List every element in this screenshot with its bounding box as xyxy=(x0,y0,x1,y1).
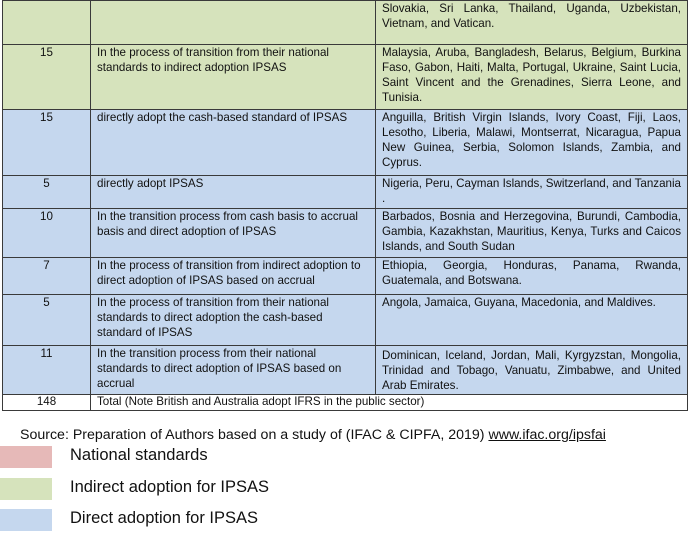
count-cell: 15 xyxy=(3,45,91,110)
ipsas-adoption-table xyxy=(2,0,688,411)
countries-cell: Barbados, Bosnia and Herzegovina, Burundi, Cambodia, Gambia, Kazakhstan, Mauritius, Kenya, Turks and Caicos Islands, and South Sudan xyxy=(376,209,688,258)
category-cell: In the process of transition from their national standards to direct adoption the cash-based standard of IPSAS xyxy=(91,295,376,346)
table-row xyxy=(3,1,688,45)
source-note xyxy=(20,427,606,443)
legend-label: Direct adoption for IPSAS xyxy=(70,509,259,527)
total-row xyxy=(3,395,688,411)
count-cell: 11 xyxy=(3,346,91,395)
countries-cell: Nigeria, Peru, Cayman Islands, Switzerland, and Tanzania . xyxy=(376,176,688,209)
total-label: Total (Note British and Australia adopt IFRS in the public sector) xyxy=(91,395,688,411)
category-cell: In the process of transition from indirect adoption to direct adoption of IPSAS based on accrual xyxy=(91,258,376,295)
table-row xyxy=(3,209,688,258)
table-row xyxy=(3,176,688,209)
legend-swatch-pink xyxy=(0,446,52,468)
legend-item-national xyxy=(0,444,690,468)
source-text: Source: Preparation of Authors based on a study of (IFAC & CIPFA, 2019) xyxy=(20,427,489,443)
countries-cell: Anguilla, British Virgin Islands, Ivory Coast, Fiji, Laos, Lesotho, Liberia, Malawi, Montserrat, Nicaragua, Papua New Guinea, Serbia, Solomon Islands, Zambia, and Cyprus. xyxy=(376,110,688,176)
countries-cell: Malaysia, Aruba, Bangladesh, Belarus, Belgium, Burkina Faso, Gabon, Haiti, Malta, Portugal, Ukraine, Saint Lucia, Saint Vincent and the Grenadines, Sierra Leone, and Tunisia. xyxy=(376,45,688,110)
table-row xyxy=(3,110,688,176)
legend-item-direct xyxy=(0,507,690,531)
countries-cell: Ethiopia, Georgia, Honduras, Panama, Rwanda, Guatemala, and Botswana. xyxy=(376,258,688,295)
legend-swatch-blue xyxy=(0,509,52,531)
countries-cell: Angola, Jamaica, Guyana, Macedonia, and Maldives. xyxy=(376,295,688,346)
category-cell: In the transition process from their national standards to direct adoption of IPSAS based on accrual xyxy=(91,346,376,395)
count-cell xyxy=(3,1,91,45)
count-cell: 7 xyxy=(3,258,91,295)
table-row xyxy=(3,295,688,346)
count-cell: 10 xyxy=(3,209,91,258)
count-cell: 5 xyxy=(3,176,91,209)
table-row xyxy=(3,346,688,395)
countries-cell: Slovakia, Sri Lanka, Thailand, Uganda, Uzbekistan, Vietnam, and Vatican. xyxy=(376,1,688,45)
category-cell: directly adopt IPSAS xyxy=(91,176,376,209)
count-cell: 5 xyxy=(3,295,91,346)
category-cell: directly adopt the cash-based standard of IPSAS xyxy=(91,110,376,176)
legend-item-indirect xyxy=(0,476,690,500)
category-cell: In the process of transition from their national standards to indirect adoption IPSAS xyxy=(91,45,376,110)
countries-cell: Dominican, Iceland, Jordan, Mali, Kyrgyzstan, Mongolia, Trinidad and Tobago, Vanuatu, Zimbabwe, and United Arab Emirates. xyxy=(376,346,688,395)
legend-label: National standards xyxy=(70,446,208,464)
source-link[interactable]: www.ifac.org/ipsfai xyxy=(488,427,606,443)
table-row xyxy=(3,45,688,110)
category-cell: In the transition process from cash basis to accrual basis and direct adoption of IPSAS xyxy=(91,209,376,258)
table-row xyxy=(3,258,688,295)
legend-swatch-green xyxy=(0,478,52,500)
count-cell: 15 xyxy=(3,110,91,176)
legend-label: Indirect adoption for IPSAS xyxy=(70,478,270,496)
category-cell xyxy=(91,1,376,45)
total-count: 148 xyxy=(3,395,91,411)
